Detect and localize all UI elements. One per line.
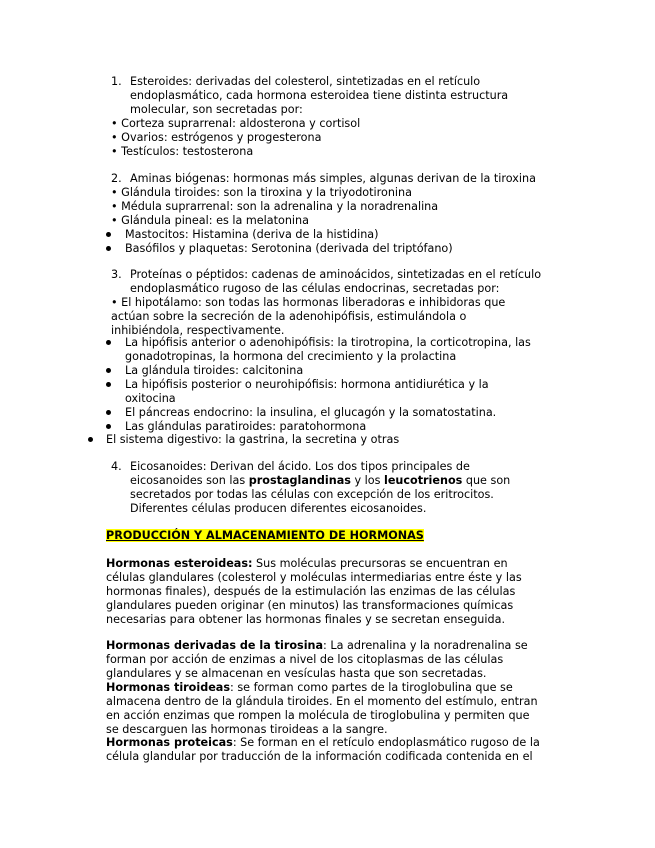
text-line: Esteroides: derivadas del colesterol, sintetizadas en el retículo — [130, 75, 481, 88]
bullet-dot — [106, 382, 111, 387]
list-number: 1. — [111, 75, 122, 88]
list-number: 2. — [111, 172, 122, 185]
bullet-item: Mastocitos: Histamina (deriva de la histidina) — [125, 228, 379, 241]
text-line: secretados por todas las células con excepción de los eritrocitos. — [130, 488, 494, 501]
text-line — [106, 557, 508, 570]
text-run: : Se forman en el retículo endoplasmático rugoso de la — [232, 736, 540, 749]
bullet-item: El páncreas endocrino: la insulina, el glucagón y la somatostatina. — [125, 406, 497, 419]
text-line: Proteínas o péptidos: cadenas de aminoácidos, sintetizadas en el retículo — [130, 268, 542, 281]
bullet-item: La hipófisis anterior o adenohipófisis: la tirotropina, la corticotropina, las — [125, 336, 531, 349]
text-line: almacena dentro de la glándula tiroides. En el momento del estímulo, entran — [106, 695, 538, 708]
paragraph-title: Hormonas esteroideas: — [106, 557, 253, 570]
text-line — [106, 736, 540, 749]
text-line: molecular, son secretadas por: — [130, 103, 303, 116]
list-number: 3. — [111, 268, 122, 281]
text-line: se descarguen las hormonas tiroideas a la sangre. — [106, 723, 388, 736]
text-run: : La adrenalina y la noradrenalina se — [323, 639, 528, 652]
bullet-dot — [106, 410, 111, 415]
text-line: Diferentes células producen diferentes eicosanoides. — [130, 502, 427, 515]
text-line — [106, 681, 513, 694]
paragraph-title: Hormonas tiroideas — [106, 681, 231, 694]
section-heading — [106, 529, 424, 542]
bullet-item: • Testículos: testosterona — [111, 145, 254, 158]
text-line: células glandulares (colesterol y moléculas intermediarias entre éste y las — [106, 571, 522, 584]
paragraph-title: Hormonas proteicas — [106, 736, 233, 749]
text-line: célula glandular por traducción de la información codificada contenida en el — [106, 750, 533, 763]
text-line: Aminas biógenas: hormonas más simples, algunas derivan de la tiroxina — [130, 172, 536, 185]
text-run: y los — [350, 474, 384, 487]
text-line: hormonas finales), después de la estimulación las enzimas de las células — [106, 585, 516, 598]
text-line: necesarias para obtener las hormonas finales y se secretan enseguida. — [106, 613, 506, 626]
bullet-item: • El hipotálamo: son todas las hormonas liberadoras e inhibidoras que — [111, 296, 506, 309]
text-line — [130, 474, 510, 487]
text-line: Eicosanoides: Derivan del ácido. Los dos tipos principales de — [130, 460, 470, 473]
paragraph-title: Hormonas derivadas de la tirosina — [106, 639, 324, 652]
bullet-dot — [106, 368, 111, 373]
heading-text: PRODUCCIÓN Y ALMACENAMIENTO DE HORMONAS — [106, 529, 424, 542]
text-line: glandulares pueden originar (en minutos) las transformaciones químicas — [106, 599, 514, 612]
bold-term: leucotrienos — [383, 474, 463, 487]
text-line: oxitocina — [125, 392, 176, 405]
text-line: en acción enzimas que rompen la molécula de tiroglobulina y permiten que — [106, 709, 530, 722]
bullet-dot — [106, 340, 111, 345]
text-run: : se forman como partes de la tiroglobulina que se — [230, 681, 513, 694]
bullet-item: Basófilos y plaquetas: Serotonina (derivada del triptófano) — [125, 242, 453, 255]
text-line: inhibiéndola, respectivamente. — [111, 324, 285, 337]
text-line: actúan sobre la secreción de la adenohipófisis, estimulándola o — [111, 310, 467, 323]
text-run: Sus moléculas precursoras se encuentran en — [252, 557, 508, 570]
text-line: gonadotropinas, la hormona del crecimiento y la prolactina — [125, 350, 457, 363]
bullet-item: • Corteza suprarrenal: aldosterona y cortisol — [111, 117, 361, 130]
text-run: eicosanoides son las — [130, 474, 249, 487]
bullet-item: La glándula tiroides: calcitonina — [125, 364, 304, 377]
bullet-dot — [106, 232, 111, 237]
bullet-item: Las glándulas paratiroides: paratohormona — [125, 420, 367, 433]
text-line: endoplasmático rugoso de las células endocrinas, secretadas por: — [130, 282, 500, 295]
bullet-item: • Glándula tiroides: son la tiroxina y la triyodotironina — [111, 186, 412, 199]
list-number: 4. — [111, 460, 122, 473]
bullet-dot — [88, 437, 93, 442]
bullet-item: • Ovarios: estrógenos y progesterona — [111, 131, 322, 144]
text-line: endoplasmático, cada hormona esteroidea tiene distinta estructura — [130, 89, 509, 102]
text-line — [106, 639, 528, 652]
bold-term: prostaglandinas — [248, 474, 351, 487]
bullet-item: La hipófisis posterior o neurohipófisis: hormona antidiurética y la — [125, 378, 489, 391]
bullet-item: • Médula suprarrenal: son la adrenalina y la noradrenalina — [111, 200, 439, 213]
text-run: que son — [462, 474, 511, 487]
bullet-dot — [106, 246, 111, 251]
text-line: glandulares y se almacenan en vesículas hasta que son secretadas. — [106, 667, 487, 680]
bullet-item: El sistema digestivo: la gastrina, la secretina y otras — [106, 433, 400, 446]
bullet-dot — [106, 424, 111, 429]
text-line: forman por acción de enzimas a nivel de los citoplasmas de las células — [106, 653, 504, 666]
bullet-item: • Glándula pineal: es la melatonina — [111, 214, 309, 227]
